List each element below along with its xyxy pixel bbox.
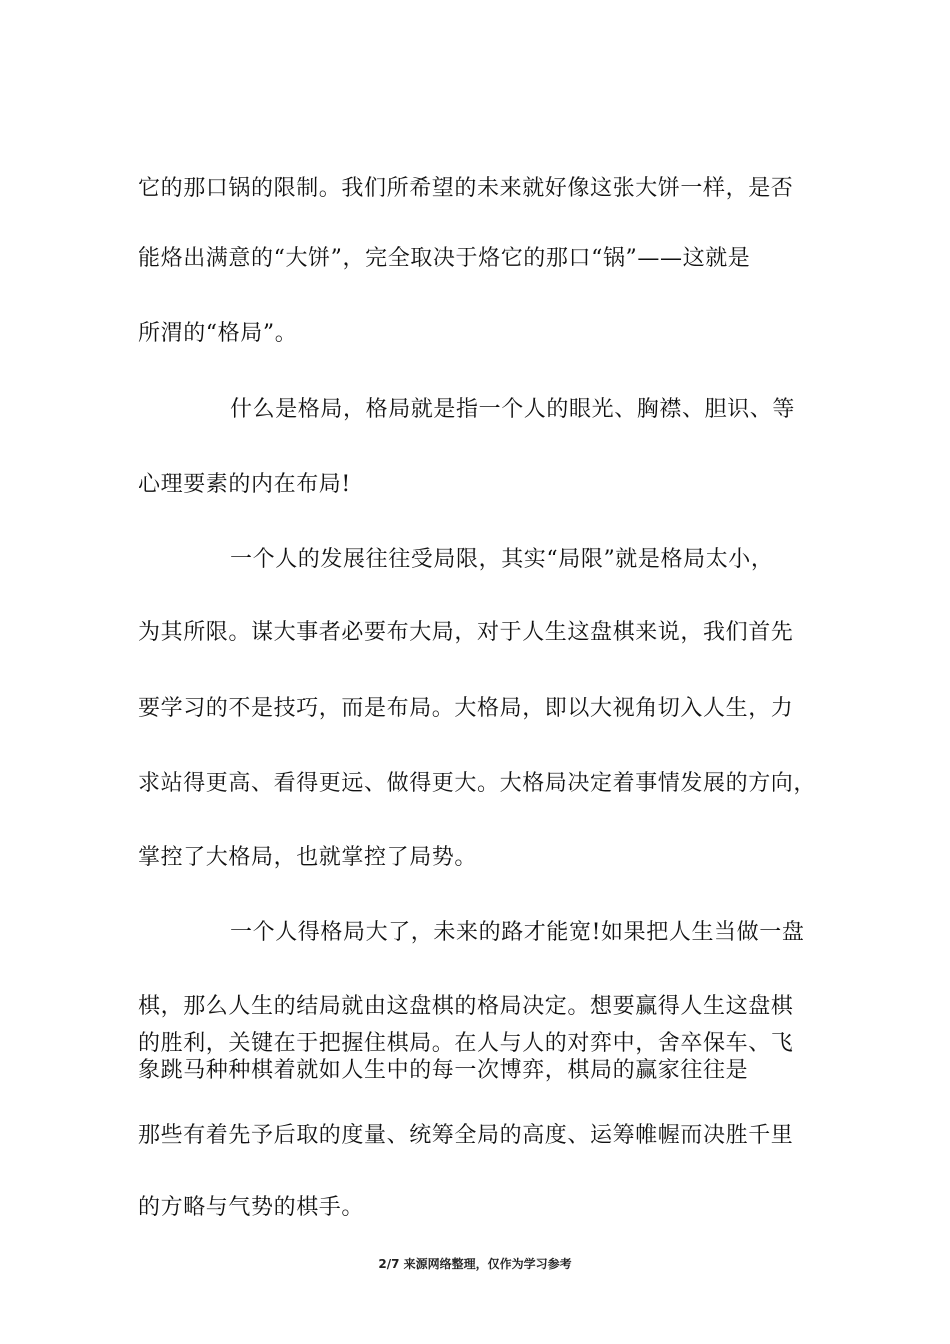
text-line-7: 为其所限。谋大事者必要布大局，对于人生这盘棋来说，我们首先 bbox=[138, 620, 794, 645]
page-footer: 2/7 来源网络整理，仅作为学习参考 bbox=[378, 1257, 572, 1271]
text-line-10: 掌控了大格局，也就掌控了局势。 bbox=[138, 845, 478, 870]
text-line-15: 那些有着先予后取的度量、统筹全局的高度、运筹帷幄而决胜千里 bbox=[138, 1123, 794, 1148]
text-line-16: 的方略与气势的棋手。 bbox=[138, 1195, 365, 1220]
text-line-1: 它的那口锅的限制。我们所希望的未来就好像这张大饼一样，是否 bbox=[138, 176, 794, 201]
text-line-3: 所渭的“格局”。 bbox=[138, 321, 298, 346]
text-line-2: 能烙出满意的“大饼”，完全取决于烙它的那口“锅”——这就是 bbox=[138, 246, 751, 271]
paragraph-2-line-1: 什么是格局，格局就是指一个人的眼光、胸襟、胆识、等 bbox=[230, 397, 796, 422]
text-line-8: 要学习的不是技巧，而是布局。大格局，即以大视角切入人生，力 bbox=[138, 696, 794, 721]
paragraph-3-line-1: 一个人的发展往往受局限，其实“局限”就是格局太小， bbox=[230, 547, 774, 572]
text-line-13: 的胜利，关键在于把握住棋局。在人与人的对弈中，舍卒保车、飞 bbox=[138, 1031, 794, 1056]
text-line-12: 棋，那么人生的结局就由这盘棋的格局决定。想要赢得人生这盘棋 bbox=[138, 994, 794, 1019]
paragraph-4-line-1: 一个人得格局大了，未来的路才能宽!如果把人生当做一盘 bbox=[230, 920, 805, 945]
text-line-9: 求站得更高、看得更远、做得更大。大格局决定着事情发展的方向， bbox=[138, 771, 817, 796]
text-line-5: 心理要素的内在布局! bbox=[138, 472, 351, 497]
text-line-14: 象跳马种种棋着就如人生中的每一次博弈，棋局的赢家往往是 bbox=[138, 1058, 749, 1083]
